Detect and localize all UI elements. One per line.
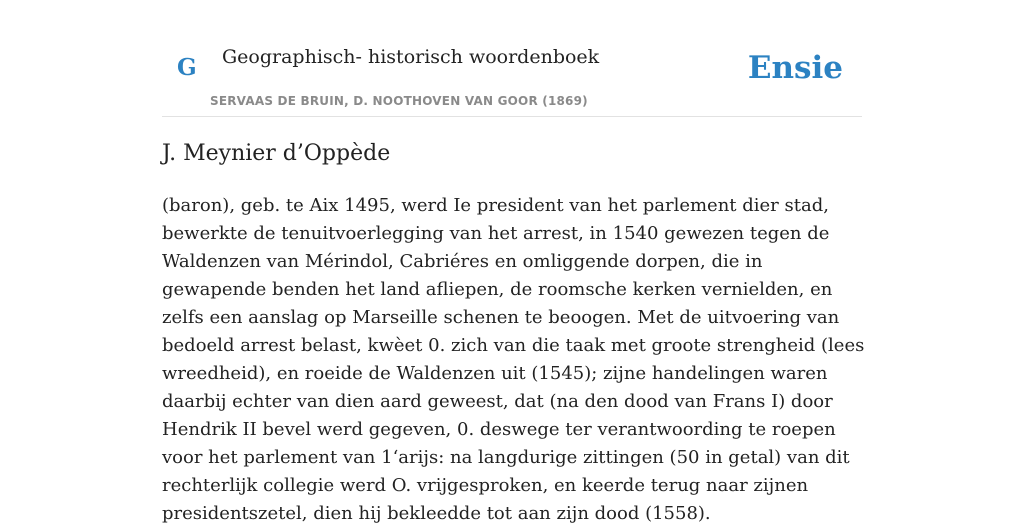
book-header bbox=[162, 0, 862, 117]
entry-title: J. Meynier d’Oppède bbox=[162, 141, 391, 166]
book-author: SERVAAS DE BRUIN, D. NOOTHOVEN VAN GOOR (1869) bbox=[210, 94, 588, 108]
book-title[interactable]: Geographisch- historisch woordenboek bbox=[222, 46, 600, 68]
entry-body: (baron), geb. te Aix 1495, werd Ie president van het parlement dier stad, bewerkte de tenuitvoerlegging van het arrest, in 1540 gewezen tegen de Waldenzen van Mérindol, Cabriéres en omliggende dorpen, die in gewapende benden het land afliepen, de roomsche kerken vernielden, en zelfs een aanslag op Marseille schenen te beoogen. Met de uitvoering van bedoeld arrest belast, kwèet 0. zich van die taak met groote strengheid (lees wreedheid), en roeide de Waldenzen uit (1545); zijne handelingen waren daarbij echter van dien aard geweest, dat (na den dood van Frans I) door Hendrik II bevel werd gegeven, 0. deswege ter verantwoording te roepen voor het parlement van 1‘arijs: na langdurige zittingen (50 in getal) van dit rechterlijk collegie werd O. vrijgesproken, en keerde terug naar zijnen presidentszetel, dien hij bekleedde tot aan zijn dood (1558). bbox=[162, 195, 865, 524]
letter-badge[interactable]: G bbox=[177, 54, 197, 81]
brand-logo[interactable]: Ensie bbox=[747, 50, 843, 86]
